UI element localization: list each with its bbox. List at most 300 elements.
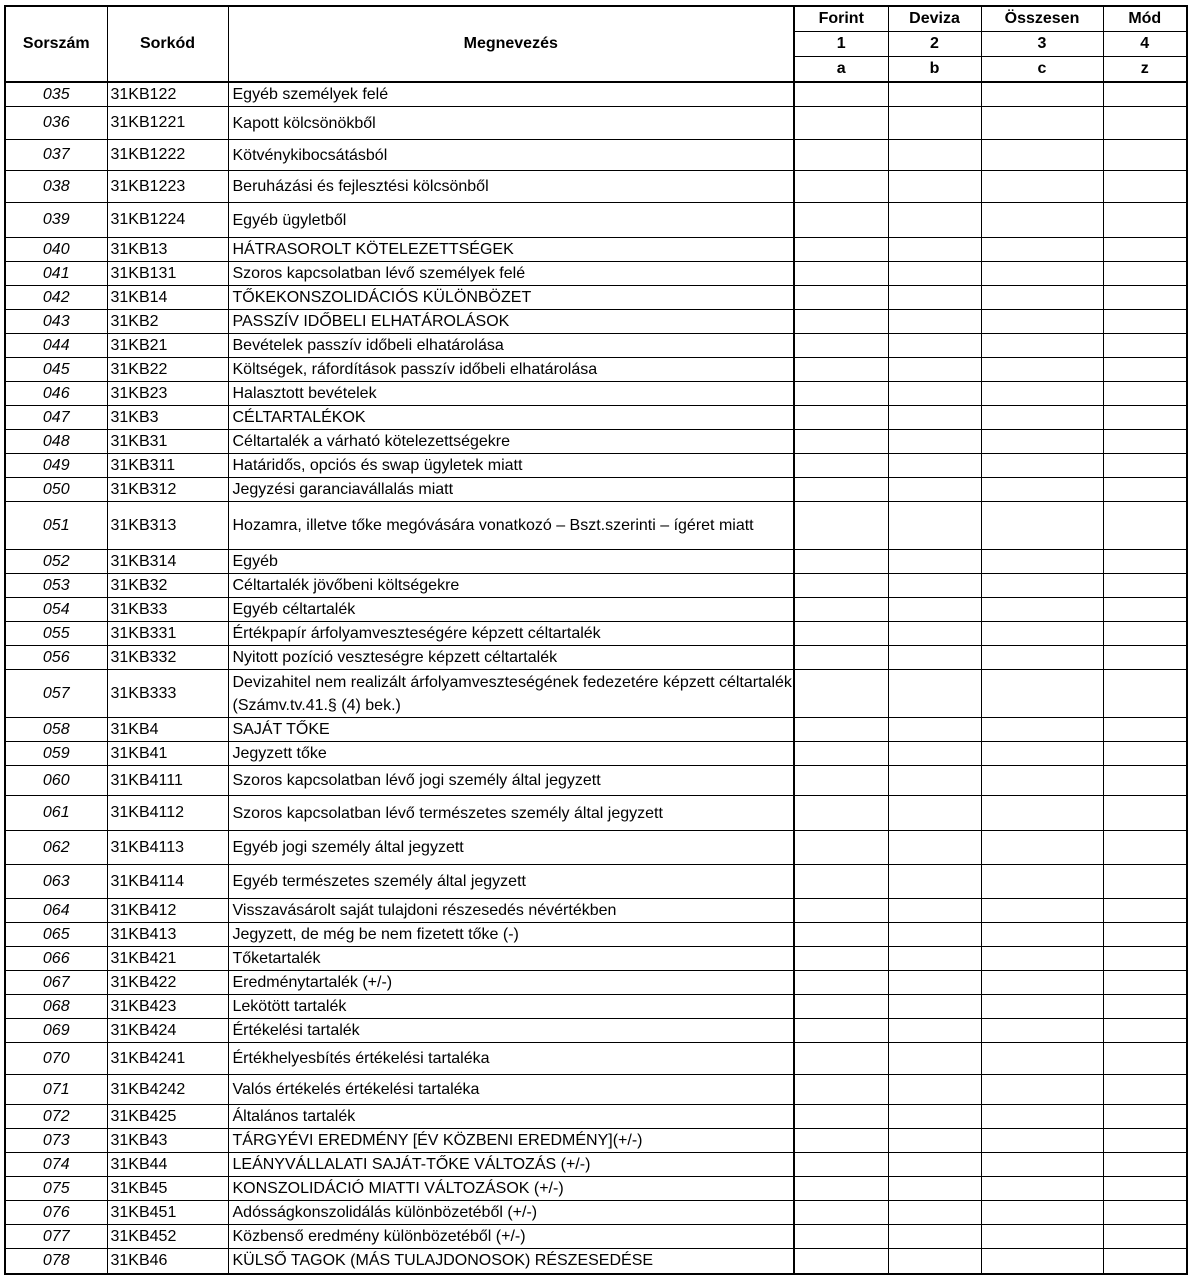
row-value-mod[interactable]	[1103, 262, 1187, 286]
row-value-forint[interactable]	[794, 1075, 888, 1105]
row-value-deviza[interactable]	[888, 238, 981, 262]
row-value-mod[interactable]	[1103, 574, 1187, 598]
row-value-forint[interactable]	[794, 502, 888, 550]
row-value-osszesen[interactable]	[981, 358, 1103, 382]
row-value-osszesen[interactable]	[981, 742, 1103, 766]
row-value-deviza[interactable]	[888, 646, 981, 670]
table-row	[5, 171, 1187, 203]
row-sorkod: 31KB332	[107, 646, 228, 670]
table-row	[5, 1019, 1187, 1043]
row-value-forint[interactable]	[794, 478, 888, 502]
table-row	[5, 574, 1187, 598]
row-sorkod: 31KB14	[107, 286, 228, 310]
row-value-mod[interactable]	[1103, 1153, 1187, 1177]
row-sorkod: 31KB412	[107, 899, 228, 923]
row-value-forint[interactable]	[794, 766, 888, 796]
row-value-forint[interactable]	[794, 140, 888, 171]
row-sorszam: 076	[5, 1201, 107, 1225]
row-value-forint[interactable]	[794, 899, 888, 923]
row-value-osszesen[interactable]	[981, 1105, 1103, 1129]
table-row	[5, 550, 1187, 574]
row-value-forint[interactable]	[794, 430, 888, 454]
header-col-deviza: Deviza	[888, 6, 981, 32]
row-sorszam: 062	[5, 831, 107, 865]
row-value-mod[interactable]	[1103, 646, 1187, 670]
row-value-deviza[interactable]	[888, 1177, 981, 1201]
row-value-osszesen[interactable]	[981, 1249, 1103, 1274]
row-value-osszesen[interactable]	[981, 1153, 1103, 1177]
row-value-forint[interactable]	[794, 1201, 888, 1225]
row-megnevezes: Visszavásárolt saját tulajdoni részesedés névértékben	[228, 899, 794, 923]
row-value-osszesen[interactable]	[981, 107, 1103, 140]
row-sorkod: 31KB41	[107, 742, 228, 766]
row-value-forint[interactable]	[794, 334, 888, 358]
row-value-osszesen[interactable]	[981, 899, 1103, 923]
row-sorkod: 31KB413	[107, 923, 228, 947]
row-value-mod[interactable]	[1103, 140, 1187, 171]
row-value-osszesen[interactable]	[981, 82, 1103, 107]
row-value-deviza[interactable]	[888, 831, 981, 865]
row-value-osszesen[interactable]	[981, 1177, 1103, 1201]
row-value-mod[interactable]	[1103, 454, 1187, 478]
row-megnevezes: Kapott kölcsönökből	[228, 107, 794, 140]
table-row	[5, 82, 1187, 107]
header-num-3: 3	[981, 32, 1103, 57]
table-row	[5, 406, 1187, 430]
header-num-1: 1	[794, 32, 888, 57]
row-value-osszesen[interactable]	[981, 1225, 1103, 1249]
header-col-osszesen: Összesen	[981, 6, 1103, 32]
row-sorszam: 049	[5, 454, 107, 478]
row-value-forint[interactable]	[794, 1249, 888, 1274]
row-value-mod[interactable]	[1103, 865, 1187, 899]
table-row	[5, 262, 1187, 286]
row-value-forint[interactable]	[794, 1129, 888, 1153]
row-megnevezes: PASSZÍV IDŐBELI ELHATÁROLÁSOK	[228, 310, 794, 334]
row-value-deviza[interactable]	[888, 1249, 981, 1274]
row-sorszam: 039	[5, 203, 107, 238]
row-value-osszesen[interactable]	[981, 203, 1103, 238]
row-value-forint[interactable]	[794, 622, 888, 646]
row-value-deviza[interactable]	[888, 622, 981, 646]
table-row	[5, 718, 1187, 742]
row-value-mod[interactable]	[1103, 550, 1187, 574]
row-value-forint[interactable]	[794, 574, 888, 598]
row-value-forint[interactable]	[794, 646, 888, 670]
row-value-osszesen[interactable]	[981, 502, 1103, 550]
row-value-forint[interactable]	[794, 550, 888, 574]
row-sorszam: 078	[5, 1249, 107, 1274]
row-megnevezes: Határidős, opciós és swap ügyletek miatt	[228, 454, 794, 478]
row-sorkod: 31KB33	[107, 598, 228, 622]
row-value-osszesen[interactable]	[981, 923, 1103, 947]
row-value-osszesen[interactable]	[981, 406, 1103, 430]
row-sorszam: 071	[5, 1075, 107, 1105]
row-value-osszesen[interactable]	[981, 766, 1103, 796]
row-value-osszesen[interactable]	[981, 286, 1103, 310]
row-sorkod: 31KB333	[107, 670, 228, 718]
row-value-osszesen[interactable]	[981, 796, 1103, 831]
row-value-osszesen[interactable]	[981, 1019, 1103, 1043]
row-value-deviza[interactable]	[888, 1201, 981, 1225]
row-value-forint[interactable]	[794, 203, 888, 238]
row-sorszam: 037	[5, 140, 107, 171]
row-value-deviza[interactable]	[888, 670, 981, 718]
row-value-osszesen[interactable]	[981, 971, 1103, 995]
row-megnevezes: SAJÁT TŐKE	[228, 718, 794, 742]
row-value-deviza[interactable]	[888, 107, 981, 140]
table-row	[5, 923, 1187, 947]
row-value-forint[interactable]	[794, 670, 888, 718]
row-megnevezes: Általános tartalék	[228, 1105, 794, 1129]
row-value-osszesen[interactable]	[981, 310, 1103, 334]
row-value-deviza[interactable]	[888, 796, 981, 831]
row-sorszam: 059	[5, 742, 107, 766]
row-value-deviza[interactable]	[888, 310, 981, 334]
row-value-osszesen[interactable]	[981, 334, 1103, 358]
row-value-mod[interactable]	[1103, 947, 1187, 971]
row-value-osszesen[interactable]	[981, 646, 1103, 670]
row-value-forint[interactable]	[794, 262, 888, 286]
row-value-deviza[interactable]	[888, 598, 981, 622]
table-row	[5, 1105, 1187, 1129]
table-row	[5, 831, 1187, 865]
row-value-forint[interactable]	[794, 742, 888, 766]
row-value-forint[interactable]	[794, 107, 888, 140]
row-value-mod[interactable]	[1103, 831, 1187, 865]
table-row	[5, 430, 1187, 454]
row-sorkod: 31KB1224	[107, 203, 228, 238]
row-value-mod[interactable]	[1103, 923, 1187, 947]
row-sorkod: 31KB44	[107, 1153, 228, 1177]
row-value-mod[interactable]	[1103, 1249, 1187, 1274]
row-value-deviza[interactable]	[888, 82, 981, 107]
row-value-osszesen[interactable]	[981, 478, 1103, 502]
row-sorszam: 044	[5, 334, 107, 358]
header-letter-b: b	[888, 57, 981, 83]
row-value-osszesen[interactable]	[981, 262, 1103, 286]
row-sorszam: 061	[5, 796, 107, 831]
row-megnevezes: CÉLTARTALÉKOK	[228, 406, 794, 430]
row-value-osszesen[interactable]	[981, 598, 1103, 622]
row-value-deviza[interactable]	[888, 382, 981, 406]
row-value-mod[interactable]	[1103, 766, 1187, 796]
table-row	[5, 1201, 1187, 1225]
row-sorkod: 31KB23	[107, 382, 228, 406]
row-value-deviza[interactable]	[888, 334, 981, 358]
row-sorkod: 31KB46	[107, 1249, 228, 1274]
row-megnevezes: Tőketartalék	[228, 947, 794, 971]
row-value-mod[interactable]	[1103, 171, 1187, 203]
header-megnevezes: Megnevezés	[228, 6, 794, 82]
row-value-forint[interactable]	[794, 1225, 888, 1249]
row-value-deviza[interactable]	[888, 1075, 981, 1105]
row-megnevezes: Egyéb személyek felé	[228, 82, 794, 107]
row-value-mod[interactable]	[1103, 430, 1187, 454]
row-value-osszesen[interactable]	[981, 382, 1103, 406]
row-sorszam: 069	[5, 1019, 107, 1043]
row-value-deviza[interactable]	[888, 286, 981, 310]
table-row	[5, 1129, 1187, 1153]
header-col-mod: Mód	[1103, 6, 1187, 32]
table-row	[5, 1249, 1187, 1274]
row-value-deviza[interactable]	[888, 478, 981, 502]
row-value-deviza[interactable]	[888, 430, 981, 454]
row-megnevezes: LEÁNYVÁLLALATI SAJÁT-TŐKE VÁLTOZÁS (+/-)	[228, 1153, 794, 1177]
row-value-mod[interactable]	[1103, 310, 1187, 334]
row-value-osszesen[interactable]	[981, 550, 1103, 574]
row-value-forint[interactable]	[794, 82, 888, 107]
row-value-deviza[interactable]	[888, 406, 981, 430]
row-value-mod[interactable]	[1103, 1201, 1187, 1225]
row-value-forint[interactable]	[794, 310, 888, 334]
row-value-forint[interactable]	[794, 1105, 888, 1129]
table-row	[5, 622, 1187, 646]
row-sorkod: 31KB1222	[107, 140, 228, 171]
row-value-deviza[interactable]	[888, 140, 981, 171]
row-value-osszesen[interactable]	[981, 454, 1103, 478]
row-sorszam: 064	[5, 899, 107, 923]
row-value-osszesen[interactable]	[981, 1201, 1103, 1225]
row-value-mod[interactable]	[1103, 1177, 1187, 1201]
row-value-osszesen[interactable]	[981, 140, 1103, 171]
row-value-deviza[interactable]	[888, 358, 981, 382]
row-value-deviza[interactable]	[888, 1043, 981, 1075]
table-row	[5, 1153, 1187, 1177]
row-sorszam: 054	[5, 598, 107, 622]
row-sorszam: 036	[5, 107, 107, 140]
row-value-osszesen[interactable]	[981, 622, 1103, 646]
row-value-deviza[interactable]	[888, 947, 981, 971]
table-row	[5, 995, 1187, 1019]
row-value-deviza[interactable]	[888, 1105, 981, 1129]
row-value-forint[interactable]	[794, 406, 888, 430]
row-sorszam: 051	[5, 502, 107, 550]
row-value-osszesen[interactable]	[981, 718, 1103, 742]
row-value-mod[interactable]	[1103, 622, 1187, 646]
row-megnevezes: Eredménytartalék (+/-)	[228, 971, 794, 995]
row-value-mod[interactable]	[1103, 1075, 1187, 1105]
row-value-osszesen[interactable]	[981, 430, 1103, 454]
row-value-mod[interactable]	[1103, 406, 1187, 430]
row-value-osszesen[interactable]	[981, 995, 1103, 1019]
row-value-deviza[interactable]	[888, 766, 981, 796]
row-sorkod: 31KB1223	[107, 171, 228, 203]
row-value-deviza[interactable]	[888, 971, 981, 995]
row-sorkod: 31KB311	[107, 454, 228, 478]
row-sorszam: 041	[5, 262, 107, 286]
row-megnevezes: Költségek, ráfordítások passzív időbeli elhatárolása	[228, 358, 794, 382]
row-value-osszesen[interactable]	[981, 947, 1103, 971]
row-value-mod[interactable]	[1103, 796, 1187, 831]
row-sorszam: 060	[5, 766, 107, 796]
row-value-osszesen[interactable]	[981, 865, 1103, 899]
row-value-deviza[interactable]	[888, 502, 981, 550]
table-row	[5, 1043, 1187, 1075]
row-sorkod: 31KB122	[107, 82, 228, 107]
row-value-osszesen[interactable]	[981, 171, 1103, 203]
row-value-osszesen[interactable]	[981, 670, 1103, 718]
row-value-mod[interactable]	[1103, 238, 1187, 262]
row-sorszam: 047	[5, 406, 107, 430]
row-megnevezes: Kötvénykibocsátásból	[228, 140, 794, 171]
row-megnevezes: Egyéb	[228, 550, 794, 574]
row-value-mod[interactable]	[1103, 1225, 1187, 1249]
row-value-forint[interactable]	[794, 718, 888, 742]
row-value-forint[interactable]	[794, 1019, 888, 1043]
row-value-forint[interactable]	[794, 1177, 888, 1201]
row-megnevezes: Beruházási és fejlesztési kölcsönből	[228, 171, 794, 203]
row-value-forint[interactable]	[794, 923, 888, 947]
row-value-mod[interactable]	[1103, 1129, 1187, 1153]
table-row	[5, 742, 1187, 766]
table-row	[5, 286, 1187, 310]
row-value-deviza[interactable]	[888, 742, 981, 766]
row-value-mod[interactable]	[1103, 82, 1187, 107]
row-value-mod[interactable]	[1103, 502, 1187, 550]
row-value-deviza[interactable]	[888, 262, 981, 286]
row-sorkod: 31KB4112	[107, 796, 228, 831]
row-value-osszesen[interactable]	[981, 831, 1103, 865]
row-megnevezes: TÁRGYÉVI EREDMÉNY [ÉV KÖZBENI EREDMÉNY](+/-)	[228, 1129, 794, 1153]
row-value-deviza[interactable]	[888, 454, 981, 478]
row-value-osszesen[interactable]	[981, 1129, 1103, 1153]
row-sorkod: 31KB313	[107, 502, 228, 550]
row-value-forint[interactable]	[794, 796, 888, 831]
row-value-mod[interactable]	[1103, 670, 1187, 718]
row-value-forint[interactable]	[794, 995, 888, 1019]
row-sorkod: 31KB1221	[107, 107, 228, 140]
row-value-deviza[interactable]	[888, 899, 981, 923]
row-megnevezes: HÁTRASOROLT KÖTELEZETTSÉGEK	[228, 238, 794, 262]
table-row	[5, 478, 1187, 502]
row-value-deviza[interactable]	[888, 171, 981, 203]
row-sorkod: 31KB452	[107, 1225, 228, 1249]
row-megnevezes: Céltartalék a várható kötelezettségekre	[228, 430, 794, 454]
row-value-forint[interactable]	[794, 598, 888, 622]
header-col-forint: Forint	[794, 6, 888, 32]
row-sorszam: 070	[5, 1043, 107, 1075]
row-sorszam: 056	[5, 646, 107, 670]
row-value-osszesen[interactable]	[981, 1075, 1103, 1105]
row-value-osszesen[interactable]	[981, 238, 1103, 262]
row-value-forint[interactable]	[794, 971, 888, 995]
row-value-deviza[interactable]	[888, 923, 981, 947]
row-value-mod[interactable]	[1103, 995, 1187, 1019]
row-value-mod[interactable]	[1103, 107, 1187, 140]
row-value-deviza[interactable]	[888, 1225, 981, 1249]
table-row	[5, 971, 1187, 995]
row-value-deviza[interactable]	[888, 718, 981, 742]
table-row	[5, 358, 1187, 382]
row-value-deviza[interactable]	[888, 995, 981, 1019]
row-sorkod: 31KB4111	[107, 766, 228, 796]
table-row	[5, 865, 1187, 899]
table-row	[5, 766, 1187, 796]
row-value-deviza[interactable]	[888, 1019, 981, 1043]
row-value-forint[interactable]	[794, 454, 888, 478]
table-row	[5, 796, 1187, 831]
row-value-mod[interactable]	[1103, 478, 1187, 502]
row-megnevezes: Jegyzett tőke	[228, 742, 794, 766]
row-value-forint[interactable]	[794, 1153, 888, 1177]
row-value-forint[interactable]	[794, 286, 888, 310]
row-sorkod: 31KB4241	[107, 1043, 228, 1075]
row-value-mod[interactable]	[1103, 718, 1187, 742]
row-megnevezes: Devizahitel nem realizált árfolyamveszteségének fedezetére képzett céltartalék (Számv.tv.41.§ (4) bek.)	[228, 670, 794, 718]
row-megnevezes: Egyéb ügyletből	[228, 203, 794, 238]
row-value-mod[interactable]	[1103, 203, 1187, 238]
row-megnevezes: Hozamra, illetve tőke megóvására vonatkozó – Bszt.szerinti – ígéret miatt	[228, 502, 794, 550]
row-sorszam: 057	[5, 670, 107, 718]
table-row	[5, 203, 1187, 238]
row-value-forint[interactable]	[794, 831, 888, 865]
row-value-mod[interactable]	[1103, 1043, 1187, 1075]
row-value-mod[interactable]	[1103, 742, 1187, 766]
row-value-deviza[interactable]	[888, 550, 981, 574]
row-value-mod[interactable]	[1103, 899, 1187, 923]
row-value-forint[interactable]	[794, 1043, 888, 1075]
header-sorkod: Sorkód	[107, 6, 228, 82]
row-value-mod[interactable]	[1103, 334, 1187, 358]
row-megnevezes: Egyéb jogi személy által jegyzett	[228, 831, 794, 865]
row-value-osszesen[interactable]	[981, 1043, 1103, 1075]
row-value-forint[interactable]	[794, 238, 888, 262]
table-row	[5, 947, 1187, 971]
row-megnevezes: Szoros kapcsolatban lévő jogi személy által jegyzett	[228, 766, 794, 796]
row-sorszam: 067	[5, 971, 107, 995]
row-sorszam: 050	[5, 478, 107, 502]
row-value-mod[interactable]	[1103, 598, 1187, 622]
row-megnevezes: Értékhelyesbítés értékelési tartaléka	[228, 1043, 794, 1075]
row-megnevezes: Értékpapír árfolyamveszteségére képzett céltartalék	[228, 622, 794, 646]
row-value-deviza[interactable]	[888, 1153, 981, 1177]
row-value-mod[interactable]	[1103, 382, 1187, 406]
row-sorszam: 075	[5, 1177, 107, 1201]
table-row	[5, 140, 1187, 171]
row-value-mod[interactable]	[1103, 358, 1187, 382]
row-value-deviza[interactable]	[888, 203, 981, 238]
row-value-mod[interactable]	[1103, 286, 1187, 310]
row-megnevezes: KÜLSŐ TAGOK (MÁS TULAJDONOSOK) RÉSZESEDÉSE	[228, 1249, 794, 1274]
row-megnevezes: Jegyzett, de még be nem fizetett tőke (-)	[228, 923, 794, 947]
row-sorszam: 045	[5, 358, 107, 382]
row-sorszam: 077	[5, 1225, 107, 1249]
header-letter-a: a	[794, 57, 888, 83]
row-value-deviza[interactable]	[888, 865, 981, 899]
table-row	[5, 454, 1187, 478]
row-sorkod: 31KB2	[107, 310, 228, 334]
report-form-table	[4, 5, 1188, 1275]
row-value-forint[interactable]	[794, 865, 888, 899]
row-sorkod: 31KB4114	[107, 865, 228, 899]
row-value-mod[interactable]	[1103, 1105, 1187, 1129]
row-value-mod[interactable]	[1103, 1019, 1187, 1043]
row-value-forint[interactable]	[794, 382, 888, 406]
row-sorkod: 31KB422	[107, 971, 228, 995]
row-value-forint[interactable]	[794, 171, 888, 203]
row-value-deviza[interactable]	[888, 1129, 981, 1153]
row-sorszam: 046	[5, 382, 107, 406]
row-value-forint[interactable]	[794, 358, 888, 382]
table-row	[5, 899, 1187, 923]
row-value-deviza[interactable]	[888, 574, 981, 598]
row-value-osszesen[interactable]	[981, 574, 1103, 598]
row-value-forint[interactable]	[794, 947, 888, 971]
row-sorkod: 31KB45	[107, 1177, 228, 1201]
row-value-mod[interactable]	[1103, 971, 1187, 995]
row-megnevezes: TŐKEKONSZOLIDÁCIÓS KÜLÖNBÖZET	[228, 286, 794, 310]
